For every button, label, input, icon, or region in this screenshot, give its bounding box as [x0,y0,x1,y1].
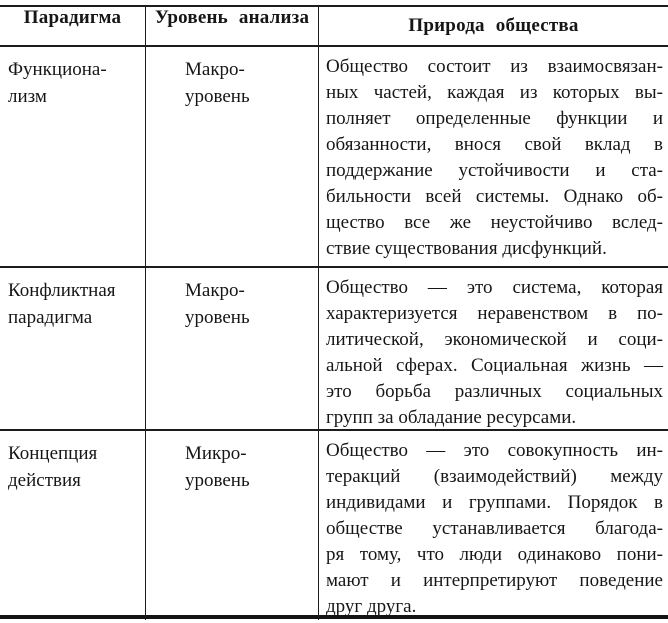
text-line: уровень [185,307,250,328]
text-line: индивидами и группами. Порядок в [326,492,663,513]
text-line: Макро- [185,280,245,301]
text-line: Общество — это совокупность ин- [326,440,663,461]
table-row-functionalism [0,47,668,266]
text-line: обязанности, внося свой вклад в [326,134,663,155]
text-line: мают и интерпретируют поведение [326,570,663,591]
text-line: Микро- [185,443,247,464]
cell-paradigm [0,47,146,266]
text-line: лизм [8,86,47,107]
cell-nature-of-society [319,47,668,266]
text-line: это борьба различных социальных [326,381,663,402]
text-line: щество все же неустойчиво вслед- [326,212,663,233]
header-paradigm: Парадигма [0,7,146,45]
table-row-action-concept [0,429,668,615]
text-line: Общество состоит из взаимосвязан- [326,56,663,77]
table-row-conflict-paradigm [0,266,668,429]
cell-nature-of-society [319,268,668,431]
text-line: ствие существования дисфункций. [326,238,607,259]
header-nature-of-society: Природа общества [408,15,579,36]
text-line: альной сферах. Социальная жизнь — [326,355,663,376]
text-line: уровень [185,470,250,491]
text-line: обществе устанавливается благода- [326,518,663,539]
text-line: поддержание устойчивости и ста- [326,160,663,181]
text-line: теракций (взаимодействий) между [326,466,663,487]
text-line: Макро- [185,59,245,80]
cell-analysis-level [146,268,319,431]
cell-analysis-level [146,431,319,620]
text-line: Функциона- [8,59,107,80]
text-line: бильности всей системы. Однако об- [326,186,663,207]
text-line: друг друга. [326,596,417,617]
text-line: Концепция [8,443,98,464]
text-line: уровень [185,86,250,107]
cell-analysis-level [146,47,319,266]
text-line: ря тому, что люди одинаково пони- [326,544,663,565]
paradigms-table [0,5,668,619]
text-line: ных частей, каждая из которых вы- [326,82,663,103]
text-line: литической, экономической и соци- [326,329,663,350]
text-line: парадигма [8,307,93,328]
text-line: групп за обладание ресурсами. [326,407,577,428]
table-header-row [0,7,668,47]
text-line: Общество — это система, которая [326,277,663,298]
text-line: Конфликтная [8,280,116,301]
text-line: действия [8,470,81,491]
cell-nature-of-society [319,431,668,620]
text-line: характеризуется неравенством в по- [326,303,663,324]
cell-paradigm [0,268,146,431]
text-line: полняет определенные функции и [326,108,663,129]
cell-paradigm [0,431,146,620]
header-analysis-level: Уровень анализа [146,7,319,45]
